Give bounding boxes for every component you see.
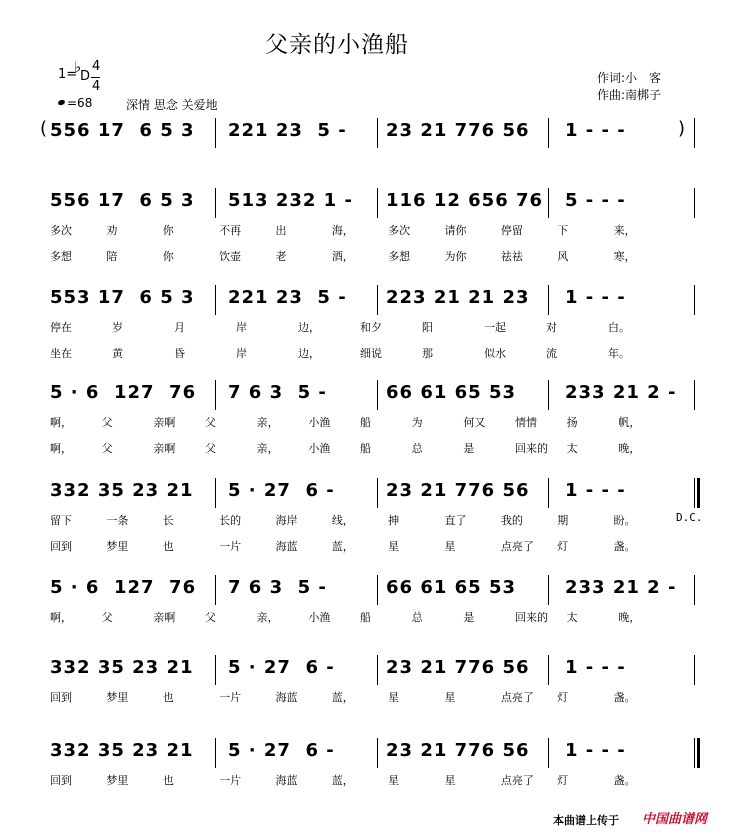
lyric-line-1: 点亮了 (500, 774, 534, 787)
bar-line (694, 655, 695, 685)
key-letter: D (80, 69, 91, 84)
lyric-line-2: 寒， (613, 250, 636, 263)
bar-line (694, 575, 695, 605)
bar-line (215, 575, 216, 605)
final-bar-line (697, 478, 700, 508)
lyric-line-1: 停留 (500, 224, 523, 237)
lyricist-credit: 作词:小 客 (597, 71, 662, 85)
lyric-line-1: 边， (298, 321, 320, 334)
lyric-line-1: 阳 (422, 321, 433, 334)
bar-line (694, 285, 695, 315)
lyric-line-1: 蓝， (331, 774, 354, 787)
lyric-line-1: 晚， (618, 611, 641, 624)
lyric-line-1: 长 (162, 514, 174, 527)
measure-notes: 7 6 3 5 - (228, 577, 327, 598)
measure-notes: 233 21 2 - (565, 382, 677, 403)
bar-line (548, 478, 549, 508)
lyric-line-1: 星 (444, 691, 456, 704)
measure-notes: 116 12 656 76 (386, 190, 544, 211)
bar-line (215, 188, 216, 218)
lyric-line-1: 父 (101, 611, 113, 624)
lyric-line-1: 也 (162, 691, 174, 704)
bar-line (548, 575, 549, 605)
lyric-line-1: 白。 (608, 321, 630, 334)
bar-line (548, 285, 549, 315)
lyric-line-2: 似水 (484, 347, 506, 360)
lyric-line-1: 海蓝 (275, 774, 298, 787)
lyric-line-1: 梦里 (106, 691, 129, 704)
lyric-line-2: 流 (546, 347, 557, 360)
lyric-line-2: 回来的 (515, 442, 548, 455)
lyric-line-1: 星 (388, 691, 400, 704)
lyric-line-2: 父 (205, 442, 216, 455)
measure-notes: 23 21 776 56 (386, 480, 530, 501)
lyric-line-2: 昏 (174, 347, 185, 360)
lyric-line-1: 多次 (388, 224, 411, 237)
lyric-line-1: 多次 (50, 224, 72, 237)
measure-notes: 221 23 5 - (228, 287, 347, 308)
measure-notes: 5 - - - (565, 190, 626, 211)
lyric-line-2: 那 (422, 347, 433, 360)
lyric-line-1: 岸 (236, 321, 247, 334)
measure-notes: 332 35 23 21 (50, 657, 194, 678)
lyric-line-1: 点亮了 (500, 691, 534, 704)
lyric-line-2: 年。 (608, 347, 630, 360)
bar-line (548, 118, 549, 148)
lyric-line-2: 盏。 (613, 540, 636, 553)
lyric-line-1: 也 (162, 774, 174, 787)
lyric-line-1: 灯 (557, 774, 569, 787)
lyric-line-1: 父 (205, 611, 216, 624)
lyric-line-1: 你 (162, 224, 174, 237)
bar-line (694, 188, 695, 218)
lyric-line-2: 海蓝 (275, 540, 298, 553)
lyric-line-2: 酒， (331, 250, 354, 263)
bar-line (694, 738, 695, 768)
lyric-line-1: 小渔 (308, 416, 331, 429)
time-signature-divider (91, 77, 100, 78)
site-logo: 中国曲谱网 (642, 812, 708, 827)
quarter-note-icon (57, 99, 65, 106)
measure-notes: 66 61 65 53 (386, 577, 516, 598)
lyric-line-1: 长的 (219, 514, 242, 527)
lyric-line-2: 也 (162, 540, 174, 553)
lyric-line-1: 太 (566, 611, 578, 624)
lyric-line-1: 一起 (484, 321, 506, 334)
measure-notes: 23 21 776 56 (386, 740, 530, 761)
lyric-line-2: 灯 (557, 540, 569, 553)
lyric-line-1: 啊， (50, 611, 72, 624)
measure-notes: 5 · 6 127 76 (50, 382, 197, 403)
tempo-marking: =68 (67, 96, 93, 110)
lyric-line-1: 星 (444, 774, 456, 787)
measure-notes: 556 17 6 5 3 (50, 190, 195, 211)
bar-line (215, 738, 216, 768)
lyric-line-1: 亲啊 (153, 611, 176, 624)
lyric-line-2: 老 (275, 250, 287, 263)
bar-line (215, 478, 216, 508)
lyric-line-1: 一片 (219, 691, 242, 704)
lyric-line-1: 一片 (219, 774, 242, 787)
lyric-line-1: 月 (174, 321, 185, 334)
lyric-line-2: 岸 (236, 347, 247, 360)
lyric-line-1: 何又 (463, 416, 486, 429)
bar-line (215, 285, 216, 315)
lyric-line-1: 船 (360, 611, 371, 624)
lyric-line-1: 岁 (112, 321, 123, 334)
lyric-line-2: 小渔 (308, 442, 331, 455)
lyric-line-2: 星 (444, 540, 456, 553)
bar-line (215, 655, 216, 685)
bar-line (215, 380, 216, 410)
lyric-line-1: 抻 (388, 514, 400, 527)
measure-notes: 221 23 5 - (228, 120, 347, 141)
bar-line (694, 478, 695, 508)
bar-line (377, 188, 378, 218)
lyric-line-2: 亲啊 (153, 442, 176, 455)
bar-line (694, 380, 695, 410)
lyric-line-1: 亲， (256, 416, 279, 429)
lyric-line-1: 总 (411, 611, 423, 624)
lyric-line-2: 为你 (444, 250, 467, 263)
lyric-line-2: 多想 (388, 250, 411, 263)
measure-notes: 556 17 6 5 3 (50, 120, 195, 141)
measure-notes: 513 232 1 - (228, 190, 353, 211)
lyric-line-1: 海蓝 (275, 691, 298, 704)
lyric-line-1: 来， (613, 224, 636, 237)
lyric-line-2: 点亮了 (500, 540, 534, 553)
lyric-line-1: 扬 (566, 416, 578, 429)
lyric-line-1: 情情 (515, 416, 537, 429)
lyric-line-2: 多想 (50, 250, 72, 263)
lyric-line-1: 回到 (50, 691, 72, 704)
lyric-line-1: 劝 (106, 224, 118, 237)
lyric-line-2: 船 (360, 442, 371, 455)
measure-notes: 5 · 27 6 - (228, 480, 335, 501)
final-bar-line (697, 738, 700, 768)
lyric-line-1: 梦里 (106, 774, 129, 787)
lyric-line-2: 父 (101, 442, 113, 455)
key-signature-prefix: 1= (58, 67, 78, 82)
lyric-line-2: 是 (463, 442, 475, 455)
bar-line (377, 655, 378, 685)
bar-line (377, 575, 378, 605)
lyric-line-2: 亲， (256, 442, 279, 455)
lyric-line-1: 啊， (50, 416, 72, 429)
measure-notes: 5 · 27 6 - (228, 657, 335, 678)
lyric-line-1: 船 (360, 416, 371, 429)
lyric-line-1: 回来的 (515, 611, 548, 624)
flat-icon: ♭ (74, 58, 82, 76)
measure-notes: 1 - - - (565, 657, 626, 678)
lyric-line-2: 星 (388, 540, 400, 553)
lyric-line-1: 请你 (444, 224, 467, 237)
measure-notes: 233 21 2 - (565, 577, 677, 598)
lyric-line-2: 啊， (50, 442, 72, 455)
lyric-line-1: 和夕 (360, 321, 382, 334)
lyric-line-2: 边， (298, 347, 320, 360)
lyric-line-2: 总 (411, 442, 423, 455)
bar-line (548, 655, 549, 685)
lyric-line-2: 陪 (106, 250, 118, 263)
lyric-line-2: 细说 (360, 347, 382, 360)
bar-line (377, 380, 378, 410)
measure-notes: 5 · 6 127 76 (50, 577, 197, 598)
lyric-line-1: 对 (546, 321, 557, 334)
measure-notes: 23 21 776 56 (386, 657, 530, 678)
close-parenthesis: ) (678, 118, 686, 139)
measure-notes: 1 - - - (565, 480, 626, 501)
lyric-line-1: 期 (557, 514, 569, 527)
measure-notes: 1 - - - (565, 287, 626, 308)
lyric-line-1: 盏。 (613, 774, 636, 787)
measure-notes: 332 35 23 21 (50, 740, 194, 761)
measure-notes: 7 6 3 5 - (228, 382, 327, 403)
measure-notes: 1 - - - (565, 120, 626, 141)
lyric-line-1: 盼。 (613, 514, 636, 527)
lyric-line-1: 回到 (50, 774, 72, 787)
lyric-line-1: 停在 (50, 321, 72, 334)
lyric-line-1: 线， (331, 514, 354, 527)
measure-notes: 223 21 21 23 (386, 287, 530, 308)
lyric-line-1: 不再 (219, 224, 242, 237)
measure-notes: 23 21 776 56 (386, 120, 530, 141)
lyric-line-1: 下 (557, 224, 569, 237)
lyric-line-1: 直了 (444, 514, 467, 527)
bar-line (377, 738, 378, 768)
composer-credit: 作曲:南梆子 (597, 88, 662, 102)
lyric-line-1: 海岸 (275, 514, 298, 527)
measure-notes: 5 · 27 6 - (228, 740, 335, 761)
bar-line (377, 118, 378, 148)
lyric-line-1: 我的 (500, 514, 523, 527)
lyric-line-1: 父 (205, 416, 216, 429)
lyric-line-1: 是 (463, 611, 475, 624)
bar-line (548, 188, 549, 218)
lyric-line-2: 坐在 (50, 347, 72, 360)
measure-notes: 66 61 65 53 (386, 382, 516, 403)
song-title: 父亲的小渔船 (265, 32, 409, 58)
bar-line (377, 285, 378, 315)
da-capo-marking: D.C. (676, 511, 703, 524)
lyric-line-2: 晚， (618, 442, 641, 455)
measure-notes: 553 17 6 5 3 (50, 287, 195, 308)
lyric-line-2: 黄 (112, 347, 123, 360)
time-signature-bottom: 4 (92, 79, 101, 94)
lyric-line-2: 你 (162, 250, 174, 263)
lyric-line-1: 灯 (557, 691, 569, 704)
lyric-line-2: 一片 (219, 540, 242, 553)
lyric-line-2: 祛祛 (500, 250, 523, 263)
lyric-line-1: 小渔 (308, 611, 331, 624)
lyric-line-1: 出 (275, 224, 287, 237)
measure-notes: 332 35 23 21 (50, 480, 194, 501)
lyric-line-2: 梦里 (106, 540, 129, 553)
time-signature-top: 4 (92, 59, 101, 74)
bar-line (694, 118, 695, 148)
bar-line (215, 118, 216, 148)
lyric-line-1: 盏。 (613, 691, 636, 704)
lyric-line-2: 回到 (50, 540, 72, 553)
lyric-line-2: 太 (566, 442, 578, 455)
lyric-line-1: 帆， (618, 416, 641, 429)
lyric-line-1: 一条 (106, 514, 129, 527)
bar-line (377, 478, 378, 508)
lyric-line-1: 海， (331, 224, 354, 237)
lyric-line-1: 亲啊 (153, 416, 176, 429)
lyric-line-1: 亲， (256, 611, 279, 624)
lyric-line-1: 父 (101, 416, 113, 429)
bar-line (548, 380, 549, 410)
upload-notice: 本曲谱上传于 (553, 814, 619, 827)
lyric-line-1: 蓝， (331, 691, 354, 704)
measure-notes: 1 - - - (565, 740, 626, 761)
bar-line (548, 738, 549, 768)
lyric-line-2: 饮壶 (219, 250, 242, 263)
expression-marking: 深情 思念 关爱地 (126, 98, 218, 112)
open-parenthesis: ( (40, 118, 48, 139)
lyric-line-2: 蓝， (331, 540, 354, 553)
lyric-line-1: 为 (411, 416, 423, 429)
lyric-line-1: 留下 (50, 514, 72, 527)
lyric-line-1: 星 (388, 774, 400, 787)
lyric-line-2: 风 (557, 250, 569, 263)
